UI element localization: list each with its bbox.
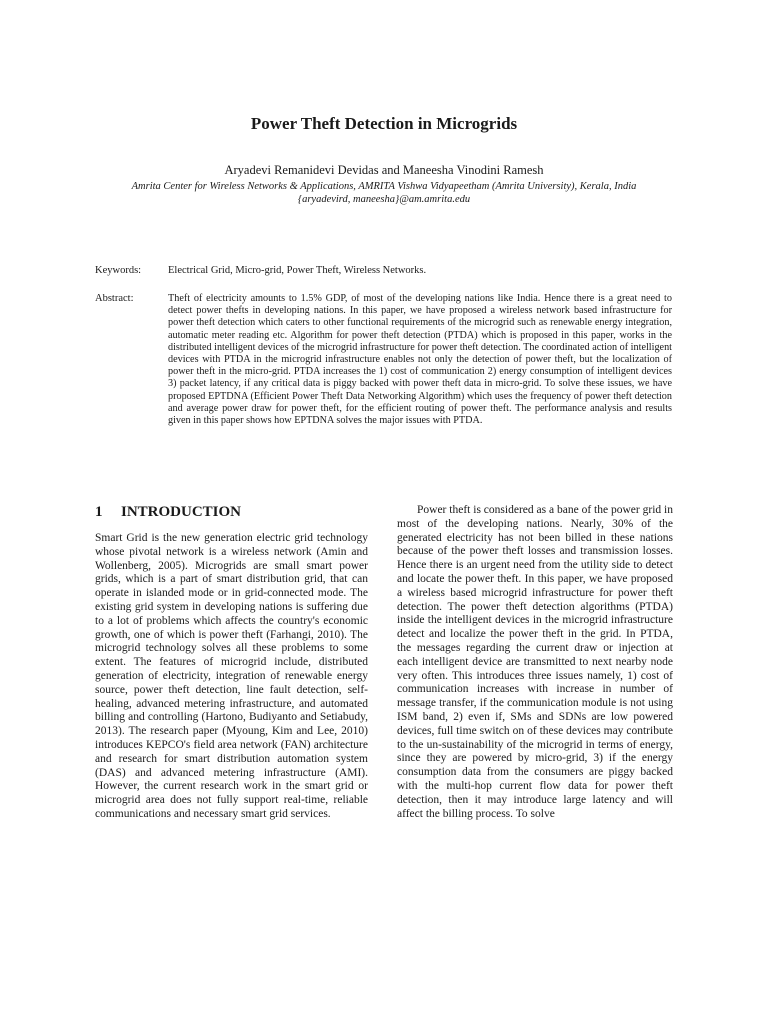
section-number: 1 <box>95 504 103 520</box>
intro-paragraph-left: Smart Grid is the new generation electric grid technology whose pivotal network is a wireless network (Amin and Wollenberg, 2005). Microgrids are small smart power grids, which is a part of smart distribution grid, that can operate in islanded mode or in grid-connected mode. The existing grid system in developing nations is suffering due to a lot of problems which affects the country's economic growth, one of which is power theft (Farhangi, 2010). The microgrid technology solves all these problems to some extent. The features of microgrid include, distributed generation of electricity, integration of renewable energy source, power theft detection, line fault detection, self-healing, advanced metering infrastructure, and automated billing and controlling (Hartono, Budiyanto and Setiabudy, 2013). The research paper (Myoung, Kim and Lee, 2010) introduces KEPCO's field area network (FAN) architecture and research for smart distribution automation system (DAS) and advanced metering infrastructure (AMI). However, the current research work in the smart grid or microgrid area does not fully support real-time, reliable communications and necessary smart grid services. <box>95 532 368 820</box>
abstract-label: Abstract: <box>95 293 134 304</box>
intro-paragraph-right: Power theft is considered as a bane of the power grid in most of the developing nations. Nearly, 30% of the generated electricity has not been billed in these nations because of the power theft losses and transmission losses. Hence there is an urgent need from the utility side to detect and locate the power theft. In this paper, we have proposed a wireless based microgrid infrastructure for power theft detection. The power theft detection algorithms (PTDA) inside the intelligent devices in the microgrid infrastructure detect and localize the power theft in the grid. In PTDA, the messages regarding the current draw or injection at each intelligent device are transmitted to next nearby node very often. This introduces three issues namely, 1) cost of communication increases with increase in number of message transfer, if the communication module is not using ISM band, 2) even if, SMs and SDNs are low powered devices, full time switch on of these devices may contribute to the un-sustainability of the microgrid in terms of energy, since they are powered by micro-grid, 3) if the energy consumption data from the consumers are piggy backed with the multi-hop current flow data for power theft detection, then it may introduce large latency and will affect the billing process. To solve <box>397 504 673 820</box>
paper-authors: Aryadevi Remanidevi Devidas and Maneesha Vinodini Ramesh <box>224 163 544 177</box>
author-email: {aryadevird, maneesha}@am.amrita.edu <box>297 194 471 205</box>
paper-title: Power Theft Detection in Microgrids <box>250 114 518 133</box>
keywords-label: Keywords: <box>95 265 142 276</box>
keywords-text: Electrical Grid, Micro-grid, Power Theft, Wireless Networks. <box>168 265 427 276</box>
section-heading <box>95 504 241 521</box>
abstract-text: Theft of electricity amounts to 1.5% GDP, of most of the developing nations like India. Hence there is a great need to detect power thefts in developing nations. In this paper, we have proposed a wireless network based infrastructure for power theft detection which caters to other functional requirements of the microgrid such as renewable energy integration, automatic meter reading etc. Algorithm for power theft detection (PTDA) which is proposed in this paper, works in the distributed intelligent devices of the microgrid infrastructure for power theft detection. The coordinated action of intelligent devices with PTDA in the microgrid infrastructure enables not only the detection of power theft, but the localization of power theft in the micro-grid. PTDA increases the 1) cost of communication 2) energy consumption of intelligent devices 3) packet latency, if any critical data is piggy backed with power theft data in micro-grid. To solve these issues, we have proposed EPTDNA (Efficient Power Theft Data Networking Algorithm) which uses the frequency of power theft detection and average power draw for power theft, for the efficient routing of power theft. The performance analysis and results given in this paper shows how EPTDNA solves the major issues with PTDA. <box>168 293 672 427</box>
affiliation-text: Amrita Center for Wireless Networks & Applications, AMRITA Vishwa Vidyapeetham (Amrita University), Kerala, India <box>131 181 637 192</box>
affiliation-block <box>40 180 728 206</box>
section-title: INTRODUCTION <box>121 504 242 520</box>
